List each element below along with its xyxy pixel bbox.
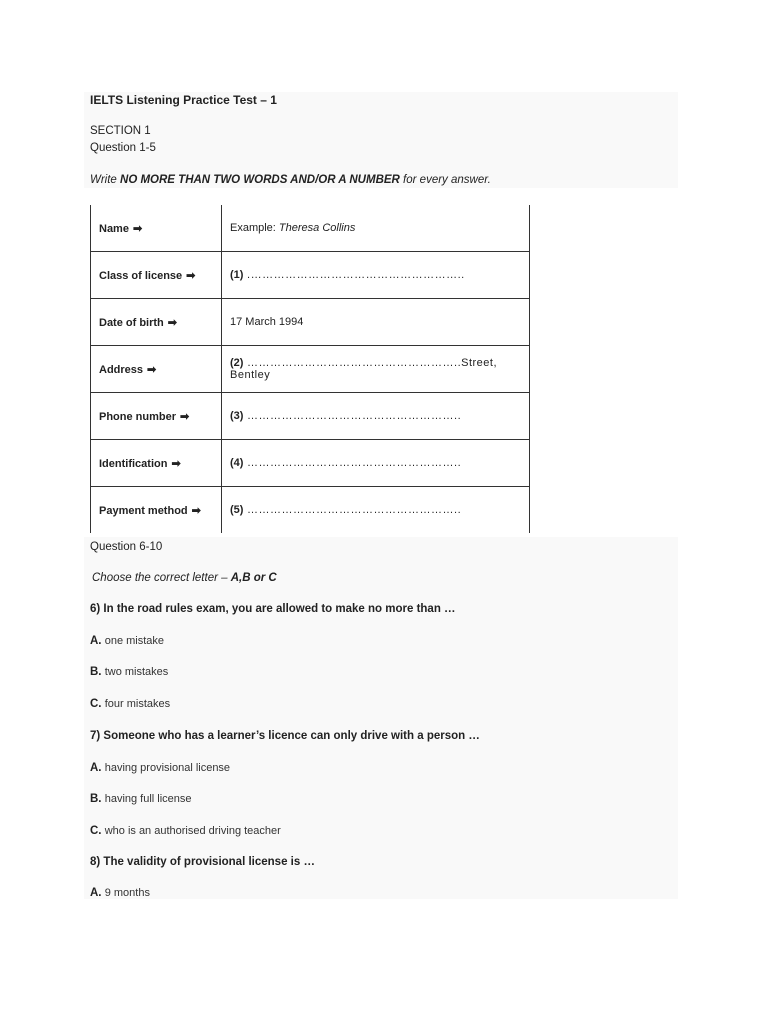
option-letter: A. <box>90 762 102 774</box>
option-letter: B. <box>90 793 102 805</box>
option-text: one mistake <box>104 635 165 647</box>
instruction-2-emphasis: A,B or C <box>230 572 277 584</box>
answer-dots: ……………………………………………….. <box>243 457 462 469</box>
license-form-table <box>90 205 530 533</box>
answer-number: (5) <box>230 504 244 516</box>
row-label-text: Class of license <box>99 269 183 282</box>
question-6: 6) In the road rules exam, you are allowed to make no more than … <box>90 603 456 615</box>
option-7a[interactable] <box>90 761 230 775</box>
row-value <box>222 205 530 252</box>
instruction-2-prefix: Choose the correct letter – <box>92 572 231 584</box>
table-row <box>91 205 530 252</box>
answer-dots: ………………………………………………..Street, Bentley <box>230 357 498 381</box>
answer-number: (2) <box>230 357 244 369</box>
answer-dots: ……………………………………………….. <box>243 504 462 516</box>
option-text: who is an authorised driving teacher <box>104 825 281 837</box>
option-letter: A. <box>90 635 102 647</box>
row-label-text: Name <box>99 222 129 235</box>
option-6a[interactable] <box>90 634 164 648</box>
example-prefix: Example: <box>230 222 279 234</box>
option-letter: B. <box>90 666 102 678</box>
question-8: 8) The validity of provisional license is … <box>90 856 315 868</box>
option-text: 9 months <box>104 887 150 899</box>
arrow-right-icon: ➡ <box>167 316 177 329</box>
instruction-1-emphasis: NO MORE THAN TWO WORDS AND/OR A NUMBER <box>120 174 400 186</box>
answer-blank-2[interactable] <box>222 346 530 393</box>
question-range-2: Question 6-10 <box>90 541 163 553</box>
option-6c[interactable] <box>90 697 170 711</box>
section-label: SECTION 1 <box>90 125 151 137</box>
table-row <box>91 346 530 393</box>
instruction-1-suffix: for every answer. <box>399 174 491 186</box>
option-text: four mistakes <box>104 698 171 710</box>
table-row <box>91 487 530 534</box>
question-7: 7) Someone who has a learner’s licence can only drive with a person … <box>90 730 480 742</box>
option-letter: C. <box>90 825 102 837</box>
date-of-birth-value: 17 March 1994 <box>230 316 304 328</box>
questions-background <box>84 537 678 899</box>
answer-blank-4[interactable] <box>222 440 530 487</box>
answer-number: (4) <box>230 457 244 469</box>
table-row <box>91 393 530 440</box>
option-7c[interactable] <box>90 824 281 838</box>
answer-number: (3) <box>230 410 244 422</box>
answer-blank-5[interactable] <box>222 487 530 534</box>
answer-blank-3[interactable] <box>222 393 530 440</box>
row-label <box>91 205 222 252</box>
instruction-2 <box>92 571 277 585</box>
instruction-1 <box>90 173 491 187</box>
row-label-text: Phone number <box>99 410 177 423</box>
row-label-text: Date of birth <box>99 316 164 329</box>
answer-dots: .……………………………………………….. <box>243 269 465 281</box>
table-row <box>91 440 530 487</box>
row-label <box>91 252 222 299</box>
option-text: two mistakes <box>104 666 169 678</box>
instruction-1-prefix: Write <box>90 174 121 186</box>
row-label <box>91 299 222 346</box>
row-label <box>91 440 222 487</box>
option-7b[interactable] <box>90 792 192 806</box>
row-label-text: Identification <box>99 457 168 470</box>
arrow-right-icon: ➡ <box>132 222 143 235</box>
option-text: having provisional license <box>104 762 231 774</box>
answer-blank-1[interactable] <box>222 252 530 299</box>
row-value <box>222 299 530 346</box>
answer-dots: ……………………………………………….. <box>243 410 462 422</box>
example-answer: Theresa Collins <box>278 222 356 234</box>
option-text: having full license <box>104 793 192 805</box>
question-range-1: Question 1-5 <box>90 142 156 154</box>
row-label <box>91 393 222 440</box>
arrow-right-icon: ➡ <box>147 363 157 376</box>
row-label-text: Address <box>99 363 144 376</box>
page-title: IELTS Listening Practice Test – 1 <box>90 93 277 107</box>
arrow-right-icon: ➡ <box>191 504 201 517</box>
row-label <box>91 346 222 393</box>
row-label <box>91 487 222 534</box>
option-8a[interactable] <box>90 886 150 900</box>
option-letter: A. <box>90 887 102 899</box>
table-row <box>91 299 530 346</box>
option-letter: C. <box>90 698 102 710</box>
row-label-text: Payment method <box>99 504 188 517</box>
answer-number: (1) <box>230 269 244 281</box>
arrow-right-icon: ➡ <box>186 269 196 282</box>
arrow-right-icon: ➡ <box>171 457 181 470</box>
table-row <box>91 252 530 299</box>
arrow-right-icon: ➡ <box>180 410 190 423</box>
option-6b[interactable] <box>90 665 168 679</box>
